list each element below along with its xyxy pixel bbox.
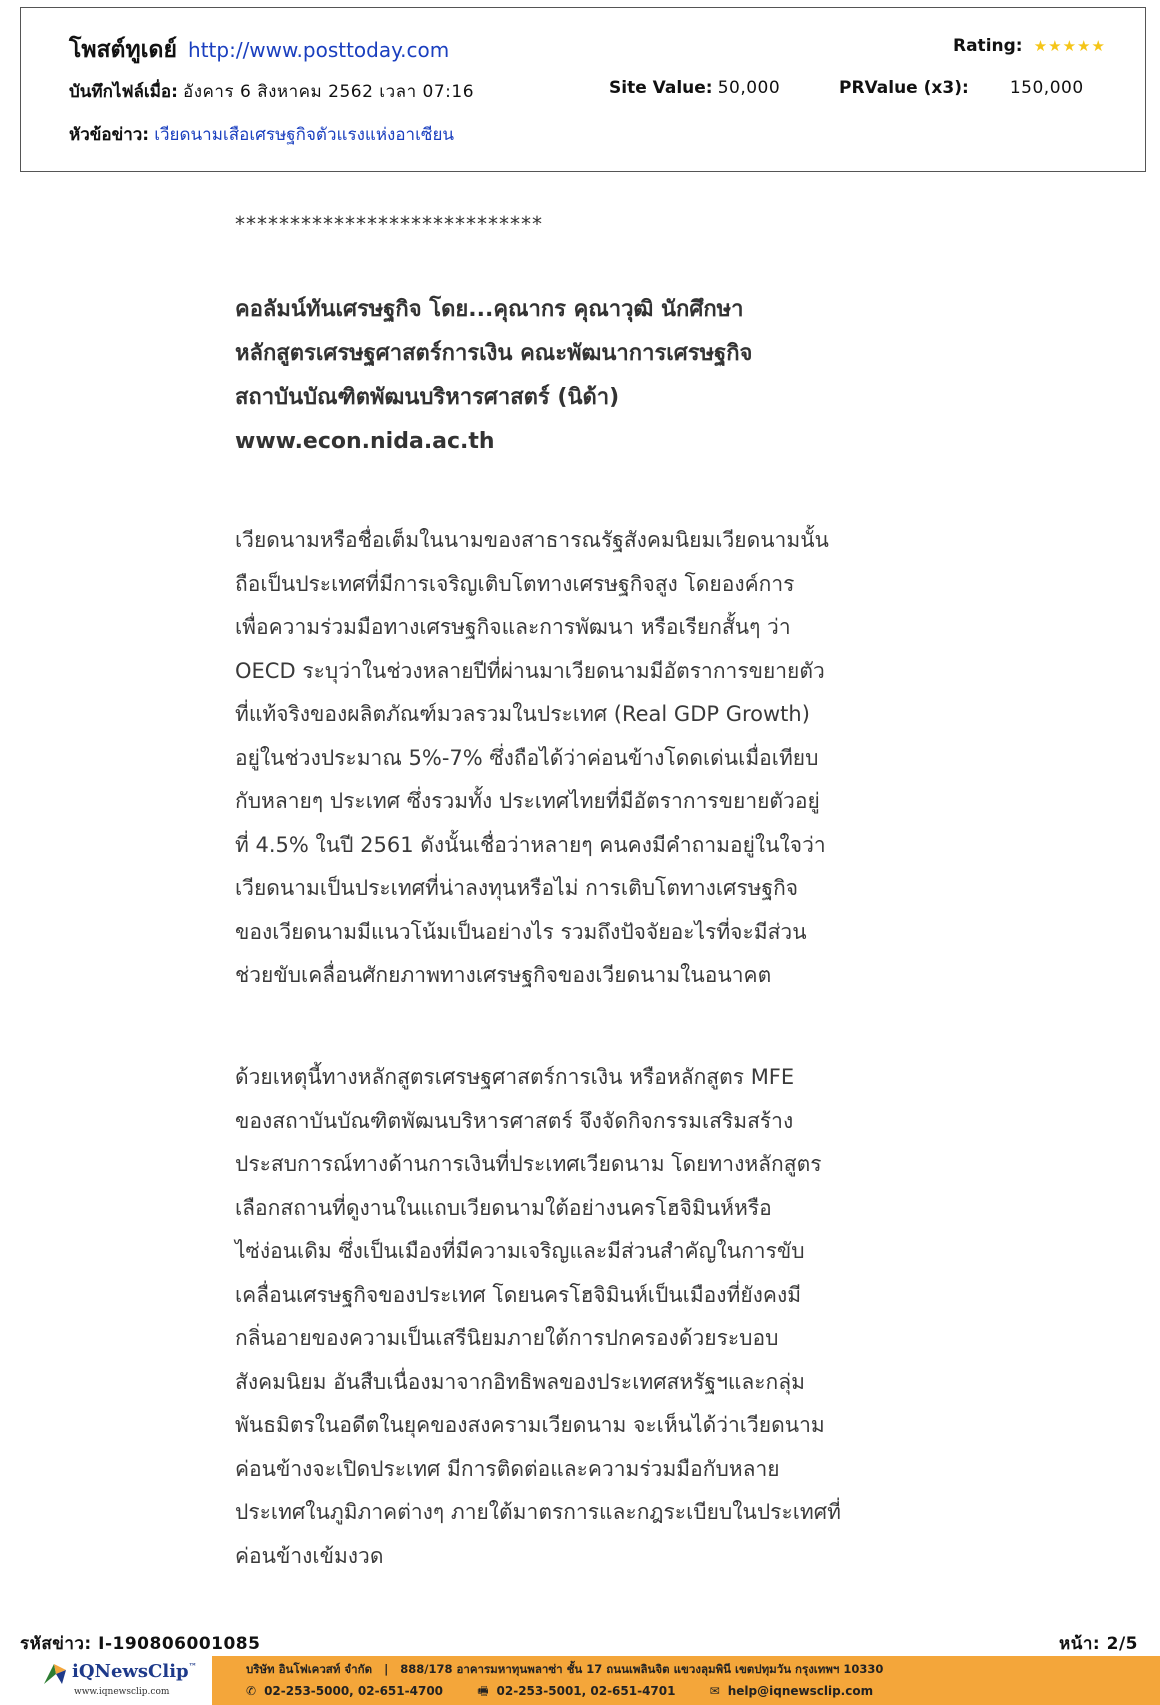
site-value-label: Site Value: bbox=[609, 78, 713, 98]
email-icon: ✉ bbox=[709, 1684, 720, 1698]
logo-mark-icon bbox=[42, 1662, 68, 1686]
separator: | bbox=[384, 1662, 389, 1676]
text-line: พันธมิตรในอดีตในยุคของสงครามเวียดนาม จะเห็นได้ว่าเวียดนาม bbox=[235, 1413, 825, 1437]
fax-icon: 🖷 bbox=[477, 1684, 489, 1698]
publication-name: โพสต์ทูเดย์ bbox=[69, 37, 177, 63]
text-line: อยู่ในช่วงประมาณ 5%-7% ซึ่งถือได้ว่าค่อนข้างโดดเด่นเมื่อเทียบ bbox=[235, 745, 819, 770]
contact-line bbox=[246, 1682, 903, 1703]
text-line: ของสถาบันบัณฑิตพัฒนบริหารศาสตร์ จึงจัดกิจกรรมเสริมสร้าง bbox=[235, 1108, 794, 1133]
text-line: ประสบการณ์ทางด้านการเงินที่ประเทศเวียดนาม โดยทางหลักสูตร bbox=[235, 1152, 822, 1176]
text-line: ของเวียดนามมีแนวโน้มเป็นอย่างไร รวมถึงปัจจัยอะไรที่จะมีส่วน bbox=[235, 919, 807, 944]
site-value bbox=[609, 78, 780, 98]
record-line bbox=[69, 78, 474, 105]
headline-label: หัวข้อข่าว: bbox=[69, 125, 150, 145]
company-line bbox=[246, 1661, 883, 1679]
text-line: เวียดนามเป็นประเทศที่น่าลงทุนหรือไม่ การเติบโตทางเศรษฐกิจ bbox=[235, 876, 799, 900]
phone-contact: ✆ 02-253-5000, 02-651-4700 bbox=[246, 1684, 444, 1698]
byline-url: www.econ.nida.ac.th bbox=[235, 429, 495, 454]
headline-line bbox=[69, 121, 454, 148]
text-line: ไซ่ง่อนเดิม ซึ่งเป็นเมืองที่มีความเจริญและมีส่วนสำคัญในการขับ bbox=[235, 1239, 805, 1263]
text-line: ค่อนข้างเข้มงวด bbox=[235, 1543, 384, 1568]
text-line: เพื่อความร่วมมือทางเศรษฐกิจและการพัฒนา หรือเรียกสั้นๆ ว่า bbox=[235, 615, 791, 639]
logo-url: www.iqnewsclip.com bbox=[74, 1687, 170, 1697]
prvalue-label: PRValue (x3): bbox=[839, 78, 969, 98]
text-line: ถือเป็นประเทศที่มีการเจริญเติบโตทางเศรษฐกิจสูง โดยองค์การ bbox=[235, 571, 795, 596]
logo-text: iQNewsClip™ bbox=[72, 1661, 197, 1682]
phone-icon: ✆ bbox=[246, 1684, 257, 1698]
company-name: บริษัท อินโฟเควสท์ จำกัด bbox=[246, 1662, 373, 1676]
company-address: 888/178 อาคารมหาทุนพลาซ่า ชั้น 17 ถนนเพลินจิต แขวงลุมพินี เขตปทุมวัน กรุงเทพฯ 10330 bbox=[400, 1662, 884, 1676]
rating-label: Rating: bbox=[953, 36, 1023, 56]
record-value: อังคาร 6 สิงหาคม 2562 เวลา 07:16 bbox=[183, 82, 475, 102]
text-line: ช่วยขับเคลื่อนศักยภาพทางเศรษฐกิจของเวียดนามในอนาคต bbox=[235, 963, 772, 987]
byline-line: คอลัมน์ทันเศรษฐกิจ โดย...คุณากร คุณาวุฒิ นักศึกษา bbox=[235, 297, 744, 322]
text-line: ด้วยเหตุนี้ทางหลักสูตรเศรษฐศาสตร์การเงิน หรือหลักสูตร MFE bbox=[235, 1065, 795, 1089]
prvalue-number: 150,000 bbox=[1009, 78, 1084, 98]
text-line: กับหลายๆ ประเทศ ซึ่งรวมทั้ง ประเทศไทยที่มีอัตราการขยายตัวอยู่ bbox=[235, 789, 820, 813]
text-line: เลือกสถานที่ดูงานในแถบเวียดนามใต้อย่างนครโฮจิมินห์หรือ bbox=[235, 1195, 772, 1220]
site-value-number: 50,000 bbox=[717, 78, 781, 98]
footer-bar bbox=[212, 1656, 1160, 1705]
byline-line: สถาบันบัณฑิตพัฒนบริหารศาสตร์ (นิด้า) bbox=[235, 385, 620, 410]
rating bbox=[953, 36, 1106, 56]
text-line: ค่อนข้างจะเปิดประเทศ มีการติดต่อและความร่วมมือกับหลาย bbox=[235, 1456, 780, 1481]
text-line: สังคมนิยม อันสืบเนื่องมาจากอิทธิพลของประเทศสหรัฐฯและกลุ่ม bbox=[235, 1369, 805, 1394]
prvalue bbox=[839, 78, 1084, 98]
text-line: ที่ 4.5% ในปี 2561 ดังนั้นเชื่อว่าหลายๆ คนคงมีคำถามอยู่ในใจว่า bbox=[235, 832, 826, 857]
text-line: ที่แท้จริงของผลิตภัณฑ์มวลรวมในประเทศ (Real GDP Growth) bbox=[235, 702, 810, 726]
byline-line: หลักสูตรเศรษฐศาสตร์การเงิน คณะพัฒนาการเศรษฐกิจ bbox=[235, 341, 753, 366]
email-contact[interactable]: ✉ help@iqnewsclip.com bbox=[709, 1684, 874, 1698]
news-code: รหัสข่าว: I-190806001085 bbox=[20, 1634, 261, 1654]
publication-url-link[interactable]: http://www.posttoday.com bbox=[188, 38, 450, 62]
article-paragraph-2 bbox=[235, 1056, 935, 1578]
text-line: กลิ่นอายของความเป็นเสรีนิยมภายใต้การปกครองด้วยระบอบ bbox=[235, 1326, 779, 1350]
iqnewsclip-logo[interactable] bbox=[0, 1656, 212, 1705]
article-byline bbox=[235, 288, 935, 464]
article-divider: **************************** bbox=[235, 212, 543, 236]
text-line: เคลื่อนเศรษฐกิจของประเทศ โดยนครโฮจิมินห์เป็นเมืองที่ยังคงมี bbox=[235, 1282, 802, 1307]
header-box bbox=[20, 7, 1146, 172]
article-paragraph-1 bbox=[235, 519, 935, 998]
text-line: OECD ระบุว่าในช่วงหลายปีที่ผ่านมาเวียดนามมีอัตราการขยายตัว bbox=[235, 658, 825, 683]
footer bbox=[0, 1656, 1160, 1705]
text-line: ประเทศในภูมิภาคต่างๆ ภายใต้มาตรการและกฎระเบียบในประเทศที่ bbox=[235, 1500, 841, 1524]
record-label: บันทึกไฟล์เมื่อ: bbox=[69, 82, 178, 102]
headline-link[interactable]: เวียดนามเสือเศรษฐกิจตัวแรงแห่งอาเซียน bbox=[154, 125, 455, 145]
page-number: หน้า: 2/5 bbox=[1059, 1634, 1138, 1654]
rating-stars-icon: ★★★★★ bbox=[1033, 37, 1106, 55]
article bbox=[235, 212, 935, 1568]
text-line: เวียดนามหรือชื่อเต็มในนามของสาธารณรัฐสังคมนิยมเวียดนามนั้น bbox=[235, 528, 829, 552]
publication-line bbox=[69, 32, 449, 68]
fax-contact: 🖷 02-253-5001, 02-651-4701 bbox=[477, 1682, 675, 1703]
